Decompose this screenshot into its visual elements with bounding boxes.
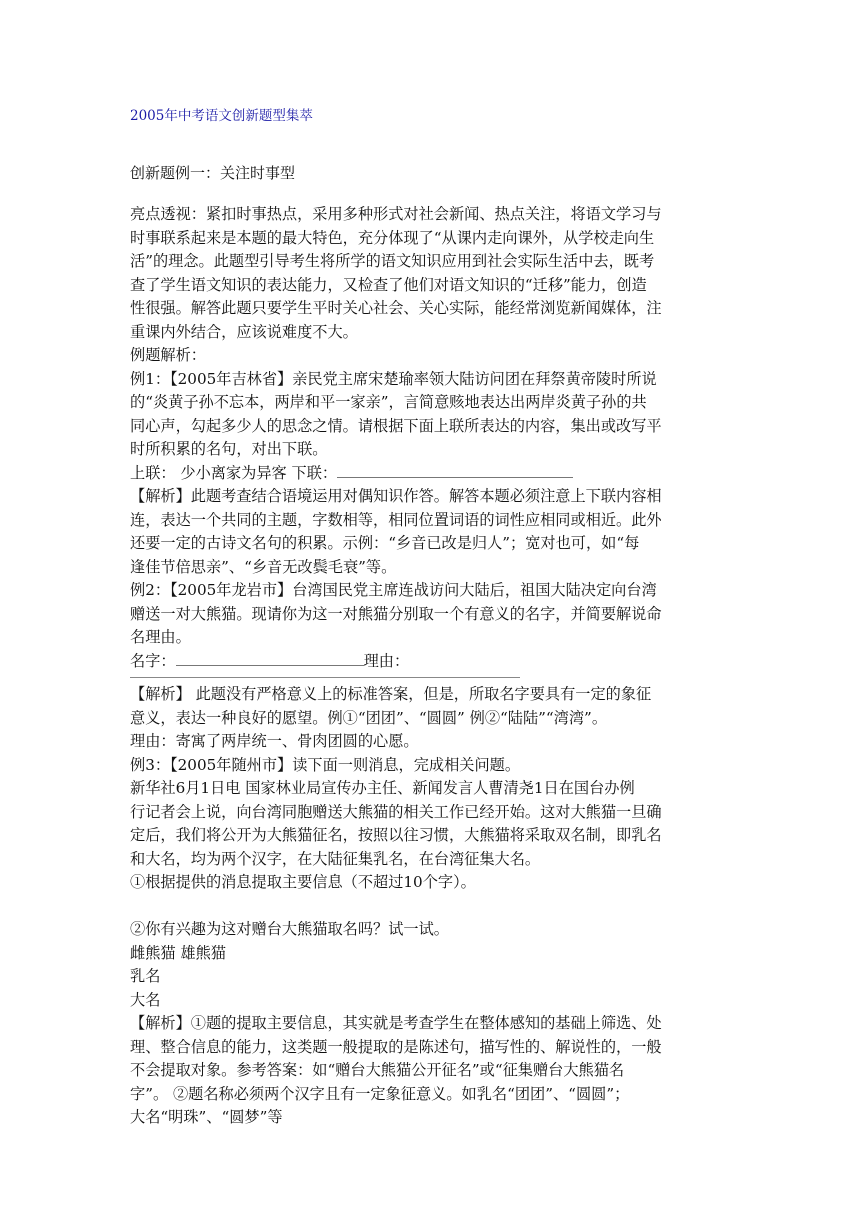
news-line: 定后，我们将公开为大熊猫征名，按照以往习惯，大熊猫将采取双名制，即乳名 [130, 826, 662, 844]
text-line: 时事联系起来是本题的最大特色，充分体现了“从课内走向课外，从学校走向生 [130, 228, 655, 247]
text-line: 意义，表达一种良好的愿望。例①“团团”、“圆圆” 例②“陆陆”“湾湾”。 [130, 708, 608, 727]
panda-header: 雌熊猫 雄熊猫 [130, 943, 226, 962]
milk-name-row: 乳名 [130, 967, 161, 985]
subheading: 例题解析： [130, 346, 206, 364]
analysis-line: 【解析】 此题没有严格意义上的标准答案，但是，所取名字要具有一定的象征 [130, 685, 652, 703]
section-title: 创新题例一：关注时事型 [130, 164, 296, 182]
example-1-line: 例1：【2005年吉林省】亲民党主席宋楚瑜率领大陆访问团在拜祭黄帝陵时所说 [130, 369, 657, 388]
example-2-line: 例2：【2005年龙岩市】台湾国民党主席连战访问大陆后，祖国大陆决定向台湾 [130, 581, 657, 599]
formal-name-row: 大名 [130, 990, 161, 1009]
news-line: 新华社6月1日电 国家林业局宣传办主任、新闻发言人曹清尧1日在国台办例 [130, 779, 635, 797]
text-line: 名理由。 [130, 628, 191, 646]
text-line: 时所积累的名句，对出下联。 [130, 440, 328, 458]
question-2: ②你有兴趣为这对赠台大熊猫取名吗？试一试。 [130, 920, 449, 938]
analysis-line: 【解析】此题考查结合语境运用对偶知识作答。解答本题必须注意上下联内容相 [130, 487, 662, 505]
reason-blank-line [130, 673, 742, 683]
document-body [130, 203, 742, 1130]
text-line: 还要一定的古诗文名句的积累。示例：“乡音已改是归人”；宽对也可，如“每 [130, 534, 640, 552]
text-line: 赠送一对大熊猫。现请你为这一对熊猫分别取一个有意义的名字，并简要解说命 [130, 604, 662, 623]
text-line: 大名“明珠”、“圆梦”等 [130, 1108, 283, 1126]
text-line: 查了学生语文知识的表达能力，又检查了他们对语文知识的“迁移”能力，创造 [130, 275, 647, 294]
name-blank-line [176, 651, 364, 666]
text-line: 重课内外结合，应该说难度不大。 [130, 322, 358, 341]
text-line: 性很强。解答此题只要学生平时关心社会、关心实际，能经常浏览新闻媒体，注 [130, 299, 662, 317]
couplet-line [130, 462, 742, 486]
text-line: 的“炎黄子孙不忘本，两岸和平一家亲”，言简意赅地表达出两岸炎黄子孙的共 [130, 393, 647, 411]
answer-blank-line [337, 463, 573, 478]
question-1: ①根据提供的消息提取主要信息（不超过10个字）。 [130, 873, 476, 891]
analysis-line: 【解析】①题的提取主要信息，其实就是考查学生在整体感知的基础上筛选、处 [130, 1014, 662, 1032]
text-line: 亮点透视：紧扣时事热点，采用多种形式对社会新闻、热点关注，将语文学习与 [130, 205, 662, 223]
news-line: 行记者会上说，向台湾同胞赠送大熊猫的相关工作已经开始。这对大熊猫一旦确 [130, 802, 662, 821]
name-reason-line [130, 650, 742, 674]
text-line: 理由：寄寓了两岸统一、骨肉团圆的心愿。 [130, 732, 419, 750]
example-3-line: 例3：【2005年随州市】读下面一则消息，完成相关问题。 [130, 755, 521, 774]
text-line: 不会提取对象。参考答案：如“赠台大熊猫公开征名”或“征集赠台大熊猫名 [130, 1061, 625, 1079]
text-line: 活”的理念。此题型引导考生将所学的语文知识应用到社会实际生活中去，既考 [130, 252, 655, 270]
text-line: 同心声，勾起多少人的思念之情。请根据下面上联所表达的内容，集出或改写平 [130, 416, 662, 435]
text-line: 逢佳节倍思亲”、“乡音无改鬓毛衰”等。 [130, 557, 397, 576]
reason-label: 理由： [363, 651, 410, 670]
text-line: 字”。 ②题名称必须两个汉字且有一定象征意义。如乳名“团团”、“圆圆”； [130, 1084, 630, 1103]
text-line: 理、整合信息的能力，这类题一般提取的是陈述句，描写性的、解说性的，一般 [130, 1037, 662, 1056]
news-line: 和大名，均为两个汉字，在大陆征集乳名，在台湾征集大名。 [130, 849, 541, 868]
document-title: 2005年中考语文创新题型集萃 [130, 108, 313, 124]
text-line: 连，表达一个共同的主题，字数相等，相同位置词语的词性应相同或相近。此外 [130, 510, 662, 529]
name-label: 名字： [130, 651, 176, 670]
couplet-prompt: 上联： 少小离家为异客 下联： [130, 463, 338, 482]
answer-space [130, 895, 742, 919]
